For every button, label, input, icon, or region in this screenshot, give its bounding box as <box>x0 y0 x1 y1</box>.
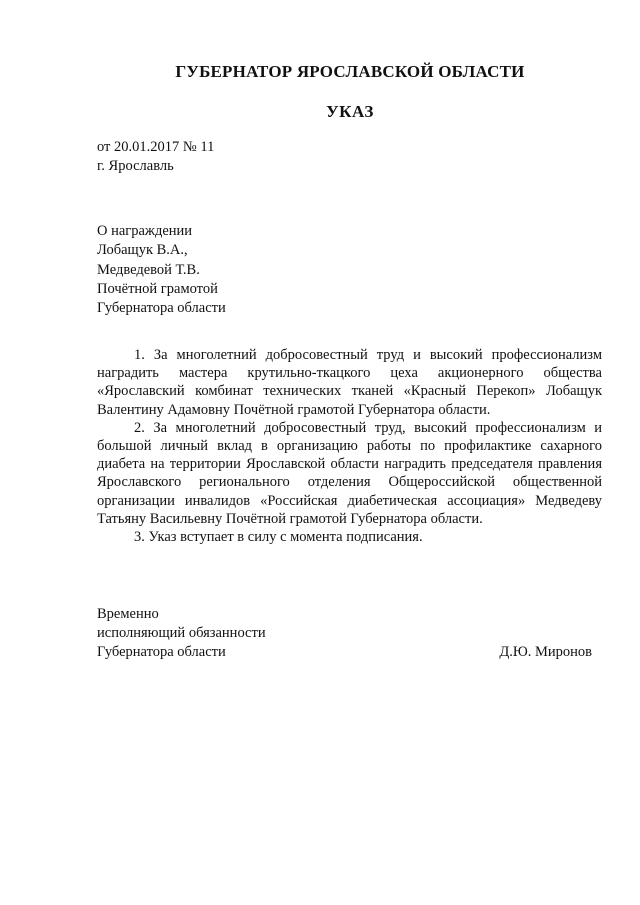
signature-row <box>97 643 592 662</box>
subject-line: Лобащук В.А., <box>97 242 188 259</box>
signatory-position-line: Временно <box>97 606 159 622</box>
document-issuer-title: ГУБЕРНАТОР ЯРОСЛАВСКОЙ ОБЛАСТИ <box>175 62 525 81</box>
subject-line: Губернатора области <box>97 300 226 317</box>
document-subject <box>97 222 226 318</box>
signatory-position-line: исполняющий обязанности <box>97 625 266 641</box>
body-paragraph-3: 3. Указ вступает в силу с момента подписания. <box>134 529 423 546</box>
signatory-name: Д.Ю. Миронов <box>499 644 592 660</box>
city: г. Ярославль <box>97 158 174 174</box>
signatory-position-line: Губернатора области <box>97 644 226 660</box>
body-paragraph-1: 1. За многолетний добросовестный труд и высокий профессионализм наградить мастера крутильно-ткацкого цеха акционерного общества «Ярославский комбинат технических тканей «Красный Перекоп» Лобащук Валентину Адамовну Почётной грамотой Губернатора области. <box>97 347 602 418</box>
subject-line: Медведевой Т.В. <box>97 261 200 278</box>
subject-line: О награждении <box>97 223 193 239</box>
document-type-title: УКАЗ <box>326 102 374 121</box>
document-body <box>97 346 602 546</box>
date-number: от 20.01.2017 № 11 <box>97 139 215 155</box>
body-paragraph-2: 2. За многолетний добросовестный труд, высокий профессионализм и большой личный вклад в организацию работы по профилактике сахарного диабета на территории Ярославской области наградить председателя правления Ярославского регионального отделения Общероссийской общественной организации инвалидов «Российская диабетическая ассоциация» Медведеву Татьяну Васильевну Почётной грамотой Губернатора области. <box>97 419 602 527</box>
subject-line: Почётной грамотой <box>97 280 218 297</box>
signature-block <box>97 605 592 662</box>
document-meta <box>97 138 214 176</box>
